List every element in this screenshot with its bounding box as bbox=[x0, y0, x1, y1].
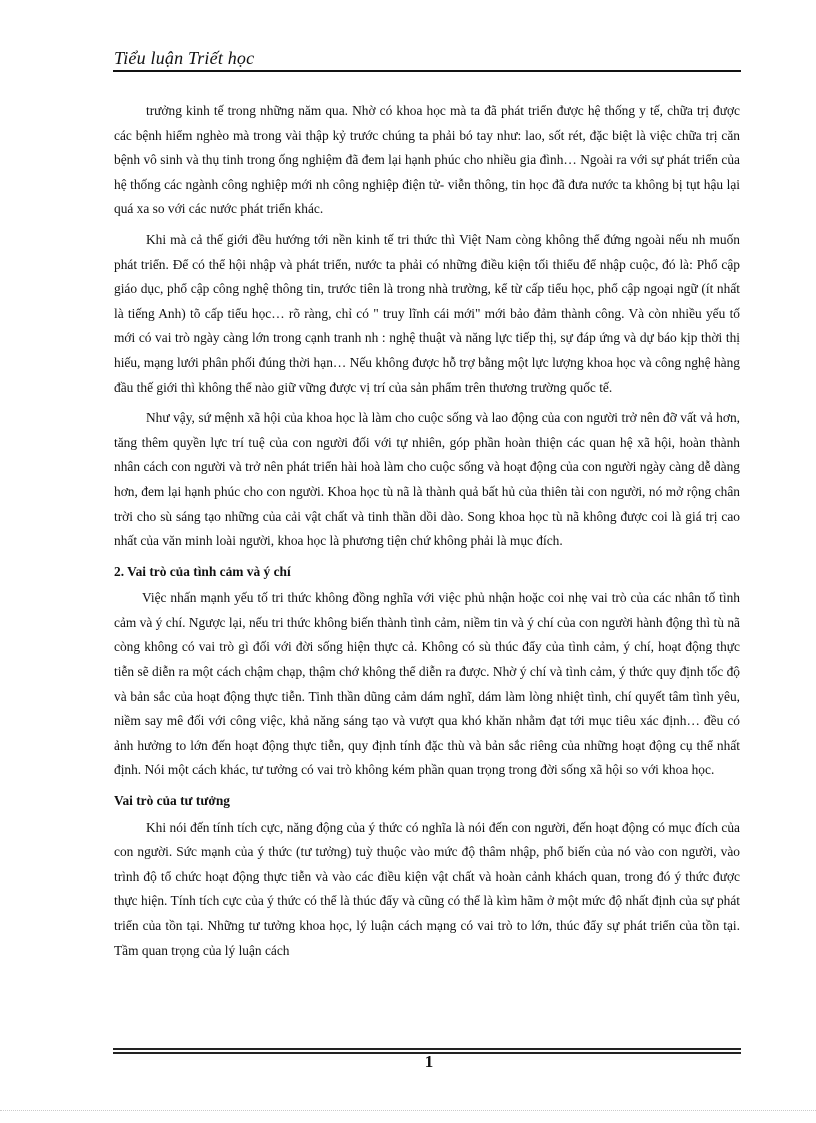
footer-rule bbox=[113, 1048, 741, 1050]
section-heading: Vai trò của tư tưởng bbox=[114, 793, 230, 809]
paragraph: Khi nói đến tính tích cực, năng động của ý thức có nghĩa là nói đến con người, đến hoạt động có mục đích của con người. Sức mạnh của ý thức (tư tưởng) tuỳ thuộc vào mức độ thâm nhập, phổ biến của nó vào con người, vào trình độ tổ chức hoạt động thực tiễn và vào các điều kiện vật chất và hoàn cảnh khách quan, trong đó ý thức được thực hiện. Tính tích cực của ý thức có thể là thúc đẩy và cũng có thể là kìm hãm ở một mức độ nhất định của sự phát triển của tồn tại. Những tư tưởng khoa học, lý luận cách mạng có vai trò to lớn, thúc đẩy sự phát triển của tồn tại. Tầm quan trọng của lý luận cách bbox=[114, 819, 740, 958]
paragraph: Khi mà cả thế giới đều hướng tới nền kinh tế tri thức thì Việt Nam còng không thể đứng ngoài nếu nh muốn phát triển. Để có thể hội nhập và phát triển, nước ta phải có những điều kiện tối thiểu để nhập cuộc, đó là: Phổ cập giáo dục, phổ cập công nghệ thông tin, trước tiên là trong nhà trường, kể từ cấp tiểu học, phổ cập ngoại ngữ (ít nhất là tiếng Anh) tõ cấp tiểu học… rõ ràng, chỉ có " truy lĩnh cái mới" mới bảo đảm thành công. Và còn nhiều yếu tố mới có vai trò ngày càng lớn trong cạnh tranh nh : nghệ thuật và năng lực tiếp thị, sự đáp ứng và dự báo kịp thời thị hiếu, mạng lưới phân phối đúng thời hạn… Nếu không được hỗ trợ bằng một lực lượng khoa học và công nghệ hàng đầu thế giới thì không thể nào giữ vững được vị trí của sản phẩm trên thương trường quốc tế. bbox=[114, 231, 740, 395]
header-rule bbox=[113, 70, 741, 72]
document-body bbox=[114, 99, 740, 969]
paragraph: Việc nhấn mạnh yếu tố tri thức không đồng nghĩa với việc phủ nhận hoặc coi nhẹ vai trò của các nhân tố tình cảm và ý chí. Ngược lại, nếu tri thức không biến thành tình cảm, niềm tin và ý chí của con người hành động thì tù nã còng không có vai trò gì đối với đời sống hiện thực cả. Không có sù thúc đẩy của tình cảm, ý chí, hoạt động thực tiễn sẽ diễn ra một cách chậm chạp, thậm chớ không thể diễn ra được. Nhờ ý chí và tình cảm, ý thức quy định tốc độ và bản sắc của hoạt động thực tiễn. Tinh thần dũng cảm dám nghĩ, dám làm lòng nhiệt tình, chí quyết tâm tình yêu, niềm say mê đối với công việc, khả năng sáng tạo và vượt qua khó khăn nhằm đạt tới mục tiêu xác định… đều có ảnh hưởng to lớn đến hoạt động thực tiễn, quy định tính đặc thù và bản sắc riêng của những hoạt động cụ thể nhất định. Nói một cách khác, tư tưởng có vai trò không kém phần quan trọng trong đời sống xã hội so với khoa học. bbox=[114, 590, 740, 778]
page-number: 1 bbox=[424, 1052, 434, 1071]
page-edge bbox=[0, 1110, 816, 1111]
section-heading: 2. Vai trò của tình cảm và ý chí bbox=[114, 563, 291, 579]
paragraph: Như vậy, sứ mệnh xã hội của khoa học là làm cho cuộc sống và lao động của con người trở nên đỡ vất vả hơn, tăng thêm quyền lực trí tuệ của con người đối với tự nhiên, góp phần hoàn thiện các quan hệ xã hội, hoàn thành nhân cách con người và trở nên phát triển hài hoà làm cho cuộc sống và hoạt động của con người ngày càng dễ dàng hơn, đem lại hạnh phúc cho con người. Khoa học tù nã là thành quả bất hủ của thiên tài con người, nó mở rộng chân trời cho sù sáng tạo những của cải vật chất và tinh thần dồi dào. Song khoa học tù nã không được coi là giá trị cao nhất của văn minh loài người, khoa học là phương tiện chứ không phải là mục đích. bbox=[114, 410, 740, 549]
header-title: Tiểu luận Triết học bbox=[114, 48, 255, 68]
paragraph: trưởng kinh tế trong những năm qua. Nhờ có khoa học mà ta đã phát triển được hệ thống y tế, chữa trị được các bệnh hiểm nghèo mà trong vài thập kỷ trước chúng ta phải bó tay như: lao, sốt rét, đặc biệt là việc chữa trị căn bệnh vô sinh và thụ tinh trong ống nghiệm đã đem lại hạnh phúc cho nhiều gia đình… Ngoài ra với sự phát triển của hệ thống các ngành công nghiệp mới nh công nghiệp điện tử- viễn thông, tin học đã đưa nước ta không bị tụt hậu lại quá xa so với các nước phát triển khác. bbox=[114, 103, 740, 217]
